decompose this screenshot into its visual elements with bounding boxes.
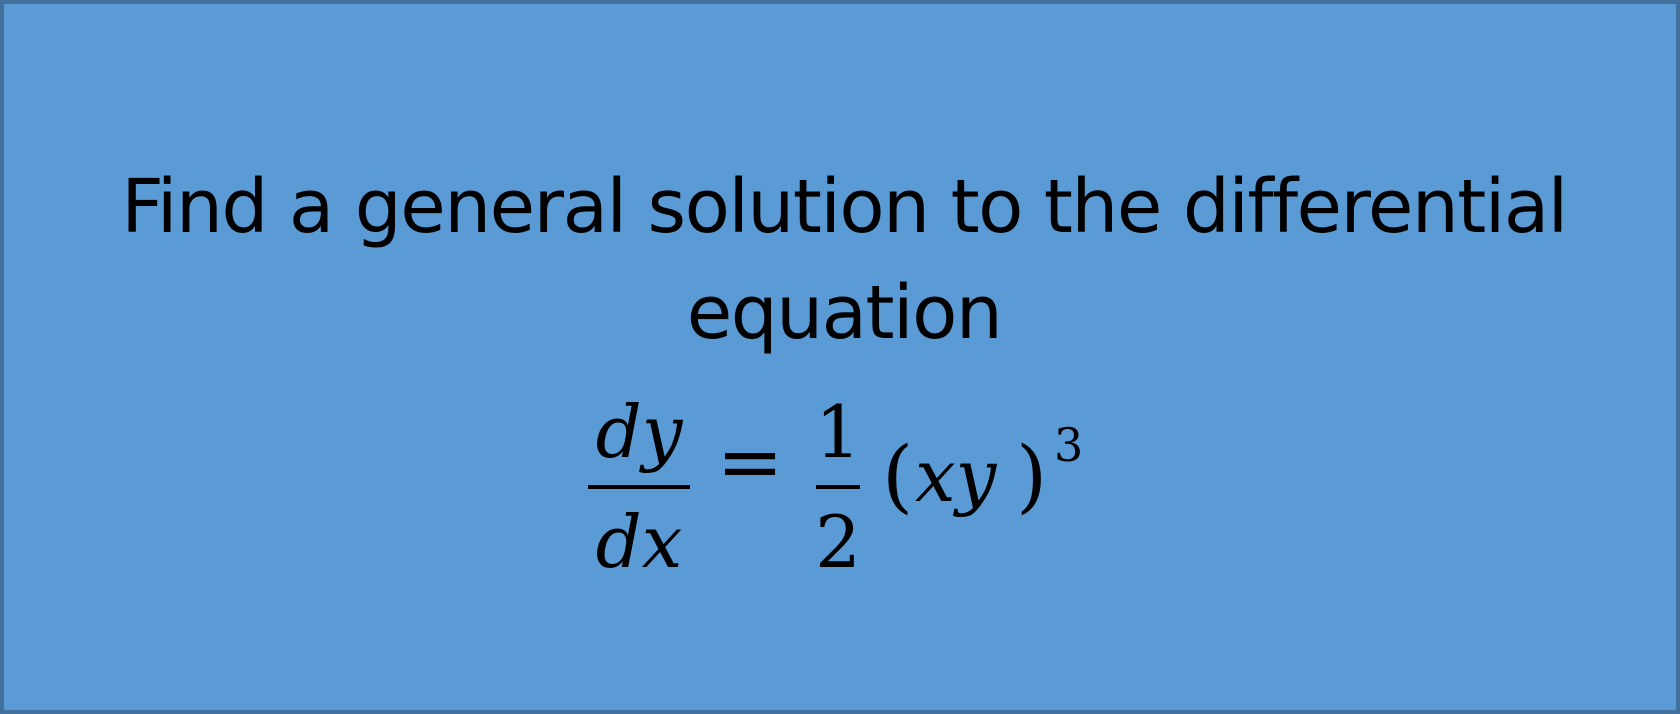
prompt-line-1: Find a general solution to the differential bbox=[121, 164, 1567, 250]
derivative-fraction bbox=[584, 384, 694, 584]
coefficient-fraction-bar bbox=[816, 485, 860, 489]
coefficient-numerator: 1 bbox=[815, 390, 861, 474]
prompt-line-2: equation bbox=[686, 270, 1002, 356]
derivative-fraction-bar bbox=[588, 485, 690, 489]
derivative-denominator: dx bbox=[595, 500, 683, 584]
coefficient-denominator: 2 bbox=[815, 500, 861, 584]
product-term: xy bbox=[915, 434, 997, 518]
equals-sign: = bbox=[716, 415, 784, 508]
open-parenthesis: ( bbox=[882, 429, 914, 522]
coefficient-fraction bbox=[808, 384, 868, 584]
derivative-numerator: dy bbox=[595, 390, 683, 474]
close-parenthesis: ) bbox=[1016, 429, 1048, 522]
prompt-text bbox=[4, 154, 1680, 366]
differential-equation bbox=[4, 384, 1680, 594]
exponent: 3 bbox=[1054, 418, 1084, 472]
